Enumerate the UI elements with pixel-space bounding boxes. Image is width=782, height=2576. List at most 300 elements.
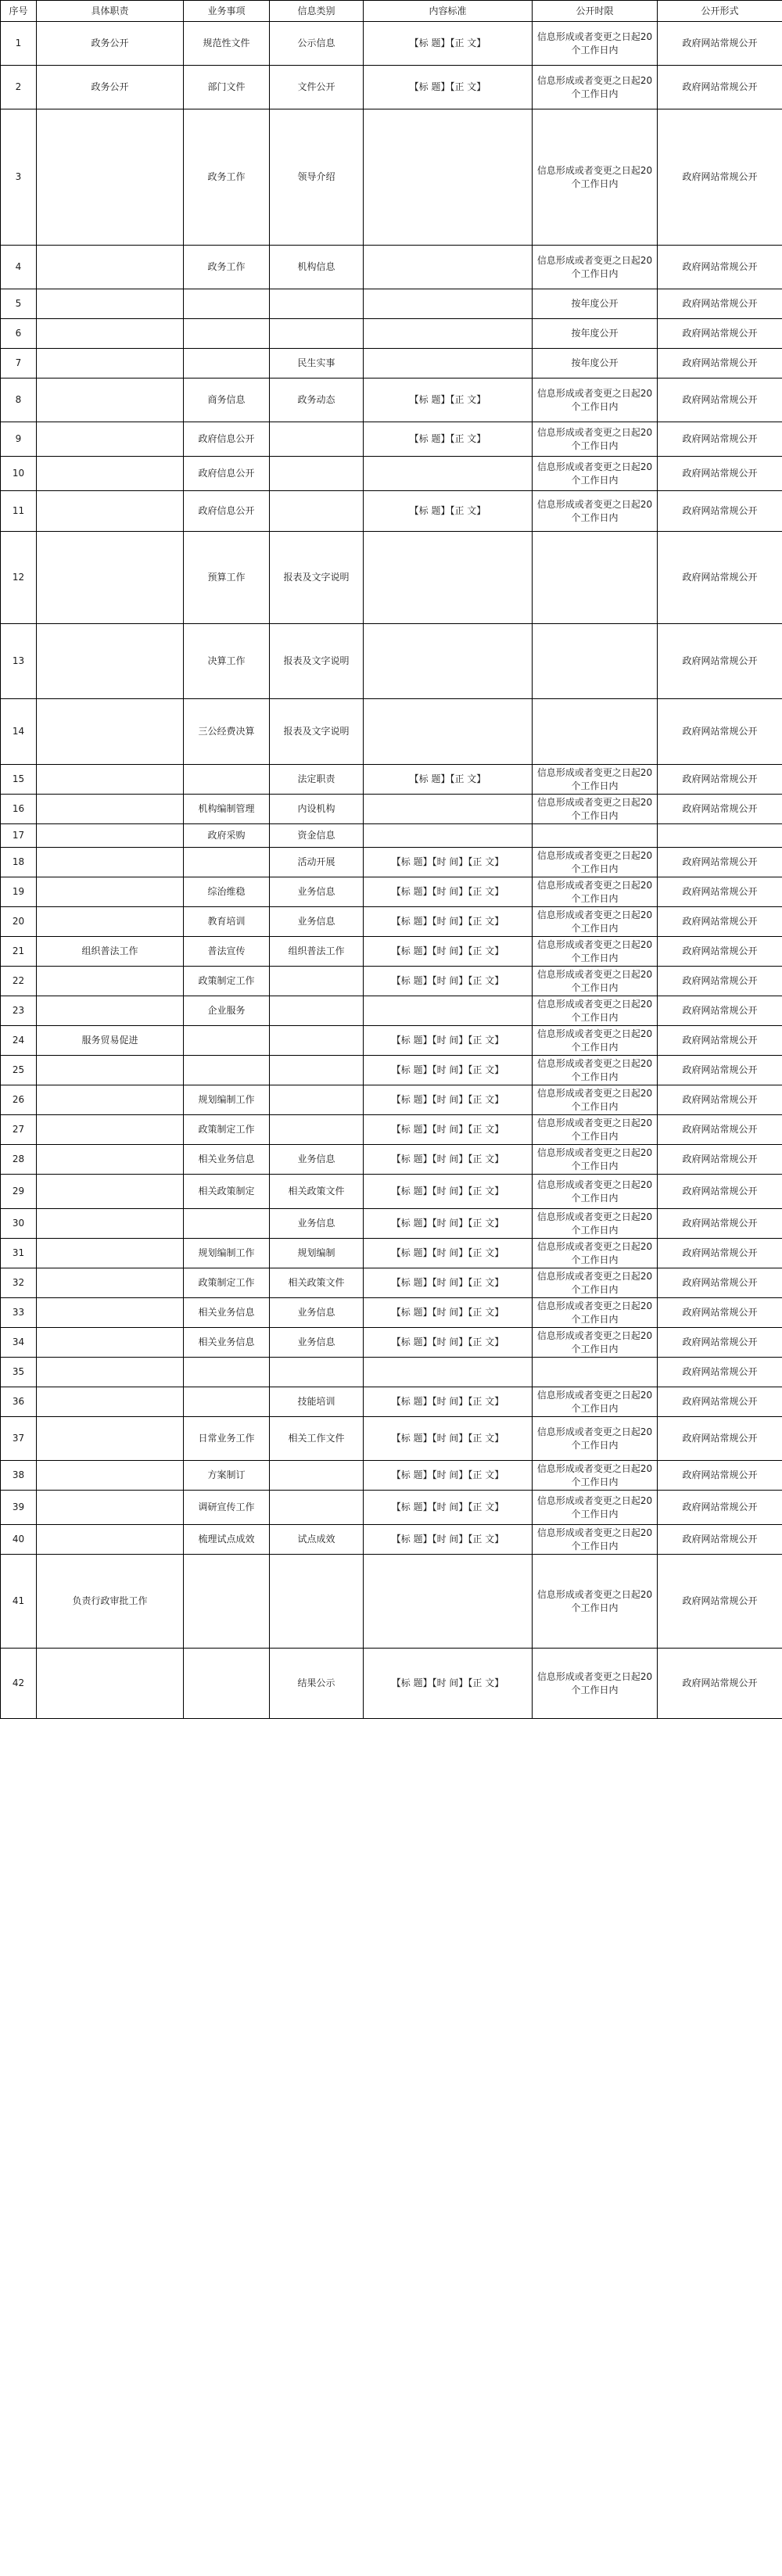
table-row xyxy=(1,1525,782,1555)
cell-no: 38 xyxy=(1,1461,37,1491)
cell-category: 业务信息 xyxy=(270,907,364,937)
cell-standard xyxy=(364,319,533,349)
table-row xyxy=(1,491,782,532)
column-header-item: 业务事项 xyxy=(184,1,270,22)
cell-duty xyxy=(37,1525,184,1555)
cell-item: 梳理试点成效 xyxy=(184,1525,270,1555)
cell-standard xyxy=(364,1358,533,1387)
table-row xyxy=(1,422,782,457)
column-header-no: 序号 xyxy=(1,1,37,22)
cell-category: 技能培训 xyxy=(270,1387,364,1417)
cell-item: 部门文件 xyxy=(184,66,270,109)
table-row xyxy=(1,289,782,319)
cell-form: 政府网站常规公开 xyxy=(658,1525,782,1555)
cell-item xyxy=(184,319,270,349)
cell-duty xyxy=(37,491,184,532)
cell-item: 日常业务工作 xyxy=(184,1417,270,1461)
cell-no: 14 xyxy=(1,699,37,765)
cell-duty xyxy=(37,967,184,996)
cell-standard: 【标 题】【时 间】【正 文】 xyxy=(364,1239,533,1268)
cell-no: 2 xyxy=(1,66,37,109)
cell-standard xyxy=(364,795,533,824)
cell-no: 18 xyxy=(1,848,37,877)
cell-category: 公示信息 xyxy=(270,22,364,66)
cell-no: 40 xyxy=(1,1525,37,1555)
cell-no: 24 xyxy=(1,1026,37,1056)
cell-standard xyxy=(364,1555,533,1649)
table-row xyxy=(1,1649,782,1719)
cell-duty xyxy=(37,1417,184,1461)
cell-time: 信息形成或者变更之日起20个工作日内 xyxy=(533,422,658,457)
table-row xyxy=(1,1056,782,1085)
cell-form: 政府网站常规公开 xyxy=(658,1239,782,1268)
cell-category: 业务信息 xyxy=(270,877,364,907)
cell-standard: 【标 题】【时 间】【正 文】 xyxy=(364,1145,533,1175)
cell-time: 信息形成或者变更之日起20个工作日内 xyxy=(533,379,658,422)
cell-duty xyxy=(37,1209,184,1239)
cell-category: 民生实事 xyxy=(270,349,364,379)
cell-form: 政府网站常规公开 xyxy=(658,795,782,824)
cell-item: 政策制定工作 xyxy=(184,967,270,996)
cell-category: 报表及文字说明 xyxy=(270,532,364,624)
cell-item: 商务信息 xyxy=(184,379,270,422)
cell-item: 普法宣传 xyxy=(184,937,270,967)
cell-category: 结果公示 xyxy=(270,1649,364,1719)
cell-no: 15 xyxy=(1,765,37,795)
cell-time: 信息形成或者变更之日起20个工作日内 xyxy=(533,22,658,66)
cell-time: 信息形成或者变更之日起20个工作日内 xyxy=(533,1085,658,1115)
cell-duty xyxy=(37,848,184,877)
cell-duty xyxy=(37,319,184,349)
table-row xyxy=(1,66,782,109)
cell-duty xyxy=(37,349,184,379)
cell-time: 信息形成或者变更之日起20个工作日内 xyxy=(533,1056,658,1085)
cell-form: 政府网站常规公开 xyxy=(658,1175,782,1209)
cell-duty: 组织普法工作 xyxy=(37,937,184,967)
cell-category xyxy=(270,1358,364,1387)
cell-item xyxy=(184,848,270,877)
cell-item xyxy=(184,1649,270,1719)
table-row xyxy=(1,246,782,289)
cell-duty xyxy=(37,109,184,246)
cell-form: 政府网站常规公开 xyxy=(658,319,782,349)
cell-time: 信息形成或者变更之日起20个工作日内 xyxy=(533,1491,658,1525)
cell-standard: 【标 题】【时 间】【正 文】 xyxy=(364,1525,533,1555)
cell-item: 政府信息公开 xyxy=(184,457,270,491)
table-row xyxy=(1,1461,782,1491)
table-row xyxy=(1,1026,782,1056)
table-row xyxy=(1,937,782,967)
cell-item xyxy=(184,765,270,795)
cell-category xyxy=(270,1026,364,1056)
cell-category xyxy=(270,1115,364,1145)
cell-duty xyxy=(37,1328,184,1358)
cell-time: 信息形成或者变更之日起20个工作日内 xyxy=(533,795,658,824)
cell-form: 政府网站常规公开 xyxy=(658,1328,782,1358)
cell-category: 相关政策文件 xyxy=(270,1175,364,1209)
cell-category xyxy=(270,1491,364,1525)
cell-category: 报表及文字说明 xyxy=(270,699,364,765)
table-row xyxy=(1,1209,782,1239)
table-row xyxy=(1,1298,782,1328)
cell-category: 相关工作文件 xyxy=(270,1417,364,1461)
cell-no: 7 xyxy=(1,349,37,379)
cell-no: 34 xyxy=(1,1328,37,1358)
table-row xyxy=(1,379,782,422)
cell-duty xyxy=(37,795,184,824)
cell-time: 信息形成或者变更之日起20个工作日内 xyxy=(533,1328,658,1358)
table-row xyxy=(1,877,782,907)
cell-no: 26 xyxy=(1,1085,37,1115)
cell-form: 政府网站常规公开 xyxy=(658,1026,782,1056)
cell-no: 36 xyxy=(1,1387,37,1417)
cell-item: 相关政策制定 xyxy=(184,1175,270,1209)
cell-item: 政务工作 xyxy=(184,246,270,289)
cell-category xyxy=(270,1461,364,1491)
cell-form: 政府网站常规公开 xyxy=(658,1417,782,1461)
cell-category: 法定职责 xyxy=(270,765,364,795)
cell-item: 方案制订 xyxy=(184,1461,270,1491)
cell-standard: 【标 题】【时 间】【正 文】 xyxy=(364,1175,533,1209)
cell-item: 综治维稳 xyxy=(184,877,270,907)
cell-no: 21 xyxy=(1,937,37,967)
cell-item: 政务工作 xyxy=(184,109,270,246)
cell-item: 决算工作 xyxy=(184,624,270,699)
cell-no: 31 xyxy=(1,1239,37,1268)
cell-category xyxy=(270,1555,364,1649)
cell-time: 信息形成或者变更之日起20个工作日内 xyxy=(533,937,658,967)
cell-time: 信息形成或者变更之日起20个工作日内 xyxy=(533,66,658,109)
cell-duty xyxy=(37,1085,184,1115)
table-row xyxy=(1,1358,782,1387)
cell-item xyxy=(184,1209,270,1239)
cell-no: 8 xyxy=(1,379,37,422)
cell-time: 信息形成或者变更之日起20个工作日内 xyxy=(533,109,658,246)
cell-time: 信息形成或者变更之日起20个工作日内 xyxy=(533,1239,658,1268)
cell-no: 9 xyxy=(1,422,37,457)
cell-time xyxy=(533,624,658,699)
cell-form: 政府网站常规公开 xyxy=(658,457,782,491)
column-header-duty: 具体职责 xyxy=(37,1,184,22)
cell-duty xyxy=(37,877,184,907)
cell-form: 政府网站常规公开 xyxy=(658,66,782,109)
cell-standard xyxy=(364,109,533,246)
cell-item: 相关业务信息 xyxy=(184,1328,270,1358)
cell-standard: 【标 题】【时 间】【正 文】 xyxy=(364,1417,533,1461)
cell-no: 39 xyxy=(1,1491,37,1525)
cell-time: 信息形成或者变更之日起20个工作日内 xyxy=(533,1387,658,1417)
cell-duty xyxy=(37,1649,184,1719)
cell-duty xyxy=(37,1358,184,1387)
cell-form: 政府网站常规公开 xyxy=(658,1358,782,1387)
cell-duty xyxy=(37,1115,184,1145)
cell-standard: 【标 题】【时 间】【正 文】 xyxy=(364,1328,533,1358)
cell-duty xyxy=(37,532,184,624)
table-row xyxy=(1,1239,782,1268)
cell-duty xyxy=(37,1175,184,1209)
cell-duty xyxy=(37,1461,184,1491)
cell-duty xyxy=(37,1387,184,1417)
column-header-category: 信息类别 xyxy=(270,1,364,22)
cell-duty: 政务公开 xyxy=(37,22,184,66)
cell-duty xyxy=(37,1145,184,1175)
cell-time xyxy=(533,824,658,848)
cell-category xyxy=(270,967,364,996)
cell-form: 政府网站常规公开 xyxy=(658,765,782,795)
cell-category: 业务信息 xyxy=(270,1209,364,1239)
cell-form: 政府网站常规公开 xyxy=(658,22,782,66)
cell-duty xyxy=(37,824,184,848)
cell-category xyxy=(270,491,364,532)
cell-duty: 负责行政审批工作 xyxy=(37,1555,184,1649)
cell-form: 政府网站常规公开 xyxy=(658,422,782,457)
table-row xyxy=(1,907,782,937)
cell-form: 政府网站常规公开 xyxy=(658,848,782,877)
cell-time: 信息形成或者变更之日起20个工作日内 xyxy=(533,1525,658,1555)
cell-item: 规划编制工作 xyxy=(184,1239,270,1268)
cell-category: 资金信息 xyxy=(270,824,364,848)
cell-no: 19 xyxy=(1,877,37,907)
cell-no: 13 xyxy=(1,624,37,699)
cell-item: 政府采购 xyxy=(184,824,270,848)
cell-no: 33 xyxy=(1,1298,37,1328)
cell-standard xyxy=(364,699,533,765)
cell-duty xyxy=(37,907,184,937)
cell-item xyxy=(184,1387,270,1417)
table-body xyxy=(1,22,782,1719)
cell-time xyxy=(533,699,658,765)
cell-standard: 【标 题】【正 文】 xyxy=(364,422,533,457)
table-row xyxy=(1,457,782,491)
cell-item: 预算工作 xyxy=(184,532,270,624)
cell-form: 政府网站常规公开 xyxy=(658,1387,782,1417)
table-row xyxy=(1,1085,782,1115)
cell-duty xyxy=(37,765,184,795)
cell-item xyxy=(184,349,270,379)
table-row xyxy=(1,532,782,624)
cell-standard xyxy=(364,996,533,1026)
cell-time: 信息形成或者变更之日起20个工作日内 xyxy=(533,491,658,532)
table-row xyxy=(1,109,782,246)
cell-category: 内设机构 xyxy=(270,795,364,824)
table-row xyxy=(1,1328,782,1358)
table-row xyxy=(1,1175,782,1209)
cell-standard: 【标 题】【时 间】【正 文】 xyxy=(364,1115,533,1145)
cell-time: 按年度公开 xyxy=(533,289,658,319)
cell-form: 政府网站常规公开 xyxy=(658,907,782,937)
cell-duty xyxy=(37,699,184,765)
cell-standard: 【标 题】【时 间】【正 文】 xyxy=(364,1461,533,1491)
table-row xyxy=(1,349,782,379)
table-row xyxy=(1,795,782,824)
cell-standard: 【标 题】【时 间】【正 文】 xyxy=(364,1268,533,1298)
cell-category: 相关政策文件 xyxy=(270,1268,364,1298)
cell-standard: 【标 题】【正 文】 xyxy=(364,66,533,109)
column-header-form: 公开形式 xyxy=(658,1,782,22)
cell-form: 政府网站常规公开 xyxy=(658,1461,782,1491)
cell-category xyxy=(270,289,364,319)
cell-form: 政府网站常规公开 xyxy=(658,1491,782,1525)
cell-no: 20 xyxy=(1,907,37,937)
cell-duty xyxy=(37,422,184,457)
cell-no: 30 xyxy=(1,1209,37,1239)
cell-duty xyxy=(37,1268,184,1298)
cell-standard: 【标 题】【时 间】【正 文】 xyxy=(364,1491,533,1525)
cell-category xyxy=(270,457,364,491)
cell-standard: 【标 题】【时 间】【正 文】 xyxy=(364,1209,533,1239)
cell-category xyxy=(270,1085,364,1115)
table-row xyxy=(1,765,782,795)
cell-time: 信息形成或者变更之日起20个工作日内 xyxy=(533,967,658,996)
cell-no: 27 xyxy=(1,1115,37,1145)
cell-form: 政府网站常规公开 xyxy=(658,246,782,289)
cell-no: 23 xyxy=(1,996,37,1026)
cell-duty xyxy=(37,1056,184,1085)
cell-duty xyxy=(37,1491,184,1525)
cell-no: 42 xyxy=(1,1649,37,1719)
cell-item xyxy=(184,289,270,319)
cell-no: 37 xyxy=(1,1417,37,1461)
table-row xyxy=(1,1387,782,1417)
cell-no: 5 xyxy=(1,289,37,319)
cell-no: 22 xyxy=(1,967,37,996)
cell-standard xyxy=(364,289,533,319)
cell-standard xyxy=(364,457,533,491)
cell-standard xyxy=(364,624,533,699)
table-row xyxy=(1,824,782,848)
cell-no: 4 xyxy=(1,246,37,289)
cell-item: 教育培训 xyxy=(184,907,270,937)
cell-item: 相关业务信息 xyxy=(184,1145,270,1175)
table-row xyxy=(1,996,782,1026)
cell-form: 政府网站常规公开 xyxy=(658,1298,782,1328)
cell-form: 政府网站常规公开 xyxy=(658,967,782,996)
cell-time: 信息形成或者变更之日起20个工作日内 xyxy=(533,1026,658,1056)
table-row xyxy=(1,1268,782,1298)
column-header-time: 公开时限 xyxy=(533,1,658,22)
cell-time xyxy=(533,532,658,624)
cell-category: 业务信息 xyxy=(270,1145,364,1175)
cell-form: 政府网站常规公开 xyxy=(658,1145,782,1175)
cell-item: 机构编制管理 xyxy=(184,795,270,824)
table-row xyxy=(1,1115,782,1145)
cell-duty xyxy=(37,1298,184,1328)
cell-duty xyxy=(37,246,184,289)
cell-time: 信息形成或者变更之日起20个工作日内 xyxy=(533,1175,658,1209)
cell-time: 信息形成或者变更之日起20个工作日内 xyxy=(533,1417,658,1461)
cell-duty xyxy=(37,457,184,491)
cell-standard: 【标 题】【时 间】【正 文】 xyxy=(364,937,533,967)
cell-time: 信息形成或者变更之日起20个工作日内 xyxy=(533,1461,658,1491)
cell-form: 政府网站常规公开 xyxy=(658,491,782,532)
cell-no: 35 xyxy=(1,1358,37,1387)
cell-item: 相关业务信息 xyxy=(184,1298,270,1328)
cell-no: 32 xyxy=(1,1268,37,1298)
cell-item: 调研宣传工作 xyxy=(184,1491,270,1525)
cell-time xyxy=(533,1358,658,1387)
cell-standard: 【标 题】【正 文】 xyxy=(364,379,533,422)
cell-item: 政策制定工作 xyxy=(184,1268,270,1298)
table-row xyxy=(1,1417,782,1461)
cell-time: 信息形成或者变更之日起20个工作日内 xyxy=(533,1145,658,1175)
table-row xyxy=(1,699,782,765)
cell-no: 41 xyxy=(1,1555,37,1649)
cell-standard: 【标 题】【正 文】 xyxy=(364,22,533,66)
cell-item: 三公经费决算 xyxy=(184,699,270,765)
cell-standard: 【标 题】【时 间】【正 文】 xyxy=(364,1298,533,1328)
cell-standard xyxy=(364,532,533,624)
table-row xyxy=(1,1555,782,1649)
cell-category: 机构信息 xyxy=(270,246,364,289)
table-row xyxy=(1,624,782,699)
cell-category: 组织普法工作 xyxy=(270,937,364,967)
cell-standard: 【标 题】【时 间】【正 文】 xyxy=(364,1056,533,1085)
cell-form: 政府网站常规公开 xyxy=(658,109,782,246)
cell-no: 25 xyxy=(1,1056,37,1085)
cell-no: 28 xyxy=(1,1145,37,1175)
cell-duty xyxy=(37,379,184,422)
cell-duty: 政务公开 xyxy=(37,66,184,109)
table-row xyxy=(1,967,782,996)
cell-form: 政府网站常规公开 xyxy=(658,1268,782,1298)
cell-form: 政府网站常规公开 xyxy=(658,1085,782,1115)
cell-time: 信息形成或者变更之日起20个工作日内 xyxy=(533,1209,658,1239)
cell-category: 文件公开 xyxy=(270,66,364,109)
cell-standard: 【标 题】【时 间】【正 文】 xyxy=(364,848,533,877)
cell-category xyxy=(270,996,364,1026)
cell-form: 政府网站常规公开 xyxy=(658,379,782,422)
cell-time: 信息形成或者变更之日起20个工作日内 xyxy=(533,907,658,937)
cell-form: 政府网站常规公开 xyxy=(658,996,782,1026)
cell-time: 信息形成或者变更之日起20个工作日内 xyxy=(533,1555,658,1649)
cell-no: 10 xyxy=(1,457,37,491)
cell-item: 规划编制工作 xyxy=(184,1085,270,1115)
cell-category: 报表及文字说明 xyxy=(270,624,364,699)
cell-form: 政府网站常规公开 xyxy=(658,877,782,907)
cell-standard: 【标 题】【时 间】【正 文】 xyxy=(364,967,533,996)
cell-no: 16 xyxy=(1,795,37,824)
cell-category: 试点成效 xyxy=(270,1525,364,1555)
cell-standard xyxy=(364,246,533,289)
cell-duty xyxy=(37,289,184,319)
cell-form: 政府网站常规公开 xyxy=(658,532,782,624)
cell-category: 活动开展 xyxy=(270,848,364,877)
cell-form: 政府网站常规公开 xyxy=(658,349,782,379)
cell-no: 11 xyxy=(1,491,37,532)
cell-duty: 服务贸易促进 xyxy=(37,1026,184,1056)
cell-no: 1 xyxy=(1,22,37,66)
cell-duty xyxy=(37,1239,184,1268)
cell-category xyxy=(270,422,364,457)
cell-form: 政府网站常规公开 xyxy=(658,1649,782,1719)
cell-time: 信息形成或者变更之日起20个工作日内 xyxy=(533,765,658,795)
cell-standard: 【标 题】【正 文】 xyxy=(364,491,533,532)
table-row xyxy=(1,319,782,349)
table-row xyxy=(1,22,782,66)
cell-standard xyxy=(364,349,533,379)
cell-form: 政府网站常规公开 xyxy=(658,1209,782,1239)
cell-category: 规划编制 xyxy=(270,1239,364,1268)
cell-item: 政府信息公开 xyxy=(184,491,270,532)
cell-duty xyxy=(37,996,184,1026)
cell-form: 政府网站常规公开 xyxy=(658,1555,782,1649)
cell-time: 信息形成或者变更之日起20个工作日内 xyxy=(533,1115,658,1145)
cell-item: 政府信息公开 xyxy=(184,422,270,457)
cell-form: 政府网站常规公开 xyxy=(658,1115,782,1145)
cell-category: 领导介绍 xyxy=(270,109,364,246)
cell-no: 29 xyxy=(1,1175,37,1209)
table-row xyxy=(1,848,782,877)
